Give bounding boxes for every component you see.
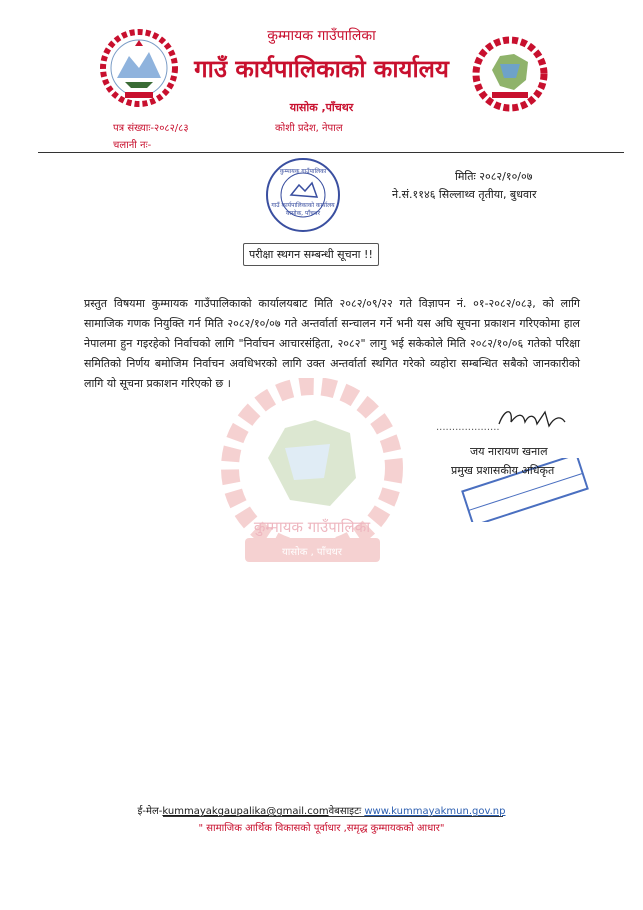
dispatch-number: चलानी नः- bbox=[113, 140, 152, 151]
email-link[interactable]: kummayakgaupalika@gmail.com bbox=[162, 806, 329, 817]
signer-name: जय नारायण खनाल bbox=[470, 445, 548, 458]
municipality-name: कुम्मायक गाउँपालिका bbox=[267, 28, 376, 44]
office-location: यासोक ,पाँचथर bbox=[289, 101, 354, 114]
stamp-text-place: यासोक, पाँचथर bbox=[285, 210, 321, 217]
watermark-place: यासोक , पाँचथर bbox=[281, 547, 343, 558]
signature-line: .................... bbox=[436, 422, 500, 433]
office-stamp bbox=[262, 155, 344, 235]
letter-number: पत्र संख्याः-२०८२/८३ bbox=[113, 123, 189, 134]
province-label: कोशी प्रदेश, नेपाल bbox=[275, 123, 343, 134]
website-label: वेबसाइटः bbox=[328, 806, 362, 817]
stamp-text-name: कुम्मायक गाउँपालिका bbox=[279, 168, 327, 175]
watermark-name: कुम्मायक गाउँपालिका bbox=[253, 518, 371, 536]
header-divider bbox=[38, 152, 624, 153]
website-link[interactable]: www.kummayakmun.gov.np bbox=[364, 806, 506, 817]
notice-subject: परीक्षा स्थगन सम्बन्धी सूचना !! bbox=[243, 243, 379, 266]
date-gregorian: मितिः २०८२/१०/०७ bbox=[455, 170, 533, 183]
footer-slogan: " सामाजिक आर्थिक विकासको पूर्वाधार ,समृद्ध कुम्मायकको आधार" bbox=[198, 823, 445, 834]
footer-contact bbox=[0, 803, 643, 817]
signer-title: प्रमुख प्रशासकीय अधिकृत bbox=[451, 464, 555, 477]
watermark-logo bbox=[190, 378, 435, 578]
office-title: गाउँ कार्यपालिकाको कार्यालय bbox=[194, 55, 449, 83]
stamp-text-office: गाउँ कार्यपालिकाको कार्यालय bbox=[271, 202, 335, 209]
date-nepal-sambat: ने.सं.११४६ सिल्लाथ्व तृतीया, बुधवार bbox=[392, 188, 537, 201]
email-label: ई-मेल- bbox=[137, 806, 163, 817]
signature bbox=[495, 404, 575, 434]
notice-body: प्रस्तुत विषयमा कुम्मायक गाउँपालिकाको कार्यालयबाट मिति २०८२/०९/२२ गते विज्ञापन नं. ०१-२०८२/०८३, को लागि सामाजिक गणक नियुक्ति गर्न मिति २०८२/१०/०७ गते अन्तर्वार्ता सन्चालन गर्ने भनी यस अघि सूचना प्रकाशन गरिएकोमा हाल नेपालमा हुन गइरहेको निर्वाचको लागि "निर्वाचन आचारसंहिता, २०८२" लागु भई सकेकोले मिति २०८२/१०/०६ गतेको परिक्षा समितिको निर्णय बमोजिम निर्वाचन अवधिभरको लागि उक्त अन्तर्वार्ता स्थगित गरेको व्यहोरा सम्बन्धित सबैको जानकारीको लागि यो सूचना प्रकाशन गरिएको छ । bbox=[84, 297, 580, 390]
